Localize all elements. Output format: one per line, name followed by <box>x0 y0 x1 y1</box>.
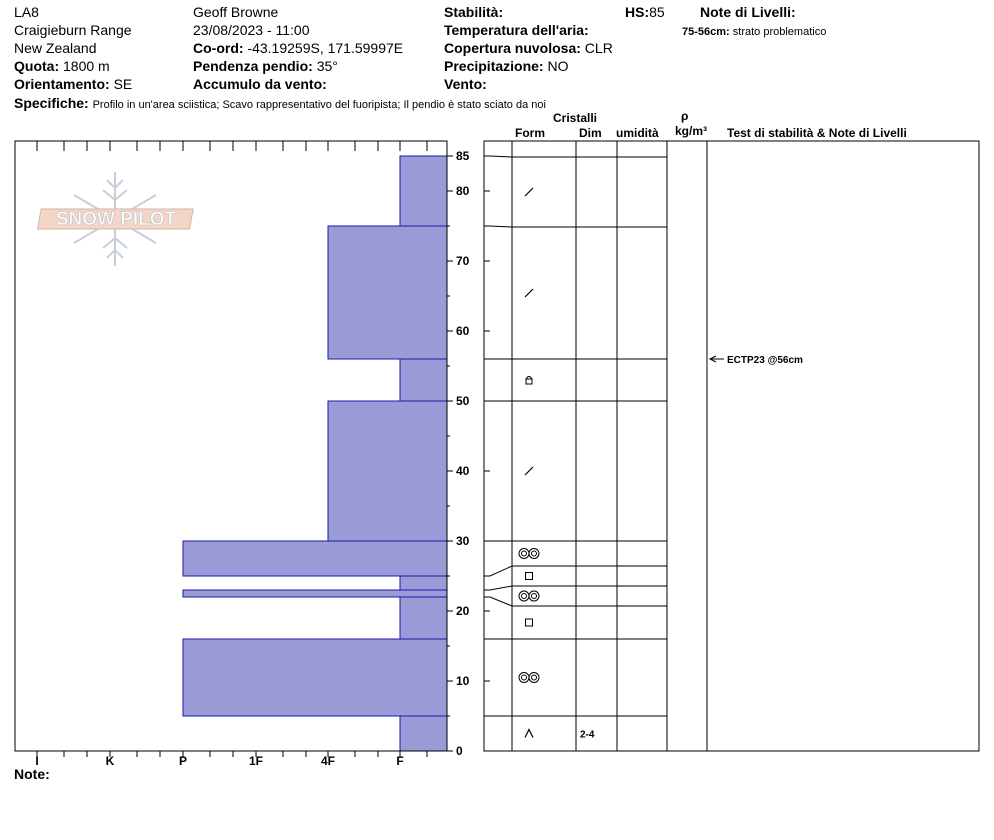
notes-label: Note: <box>14 766 50 782</box>
form-header: Form <box>515 126 545 140</box>
grain-size-9: 2-4 <box>580 729 595 741</box>
depth-tick-label-60: 60 <box>456 324 470 338</box>
rounded-grain-inner-icon <box>522 551 527 556</box>
rounded-grain-icon <box>529 591 539 601</box>
depth-tick-label-50: 50 <box>456 394 470 408</box>
hardness-bar-6 <box>183 590 447 597</box>
hardness-bars <box>183 156 447 751</box>
mixed-form-icon <box>526 379 532 384</box>
precip-label: Precipitazione: <box>444 58 544 74</box>
rounded-grain-inner-icon <box>522 594 527 599</box>
layer-row-1 <box>525 289 533 297</box>
rounded-grain-inner-icon <box>522 675 527 680</box>
depth-tick-label-80: 80 <box>456 184 470 198</box>
hardness-bar-0 <box>400 156 447 226</box>
location-name: LA8 <box>14 4 39 20</box>
specifics-text: Profilo in un'area sciistica; Scavo rappresentativo del fuoripista; Il pendio è stato sciato da noi <box>92 99 546 111</box>
faceted-icon <box>526 573 533 580</box>
depth-tick-label-0: 0 <box>456 744 463 758</box>
layer-row-4 <box>519 549 539 559</box>
slope-label: Pendenza pendio: <box>193 58 313 74</box>
hardness-label-F: F <box>396 754 404 768</box>
rho-header: ρ <box>681 109 689 123</box>
wind-label: Vento: <box>444 76 487 92</box>
decomposing-icon <box>525 467 533 475</box>
depth-tick-label-20: 20 <box>456 604 470 618</box>
tests-header: Test di stabilità & Note di Livelli <box>727 126 907 140</box>
aspect-value: SE <box>113 76 133 92</box>
hardness-label-I: I <box>35 754 39 768</box>
faceted-icon <box>526 619 533 626</box>
hardness-label-4F: 4F <box>320 754 336 768</box>
rounded-grain-icon <box>519 549 529 559</box>
hardness-bar-4 <box>183 541 447 576</box>
coordinates-label: Co-ord: <box>193 40 244 56</box>
hardness-bar-9 <box>400 716 447 751</box>
density-unit-header: kg/m³ <box>675 124 708 138</box>
hardness-bar-1 <box>328 226 447 359</box>
layer-row-8 <box>519 673 539 683</box>
observation-datetime: 23/08/2023 - 11:00 <box>193 22 310 38</box>
depth-tick-label-70: 70 <box>456 254 470 268</box>
snowpilot-logo <box>38 172 194 266</box>
rounded-grain-inner-icon <box>532 594 537 599</box>
range-name: Craigieburn Range <box>14 22 132 38</box>
hardness-bar-7 <box>400 597 447 639</box>
observer-name: Geoff Browne <box>193 4 279 20</box>
air-temp-label: Temperatura dell'aria: <box>444 22 589 38</box>
layer-row-9 <box>525 730 595 741</box>
dim-header: Dim <box>579 126 602 140</box>
depth-hoar-icon <box>525 730 533 738</box>
hs-label: HS: <box>625 4 650 20</box>
rounded-grain-icon <box>519 591 529 601</box>
depth-tick-label-85: 85 <box>456 149 470 163</box>
elevation-value: 1800 m <box>63 58 110 74</box>
depth-tick-label-30: 30 <box>456 534 470 548</box>
rounded-grain-icon <box>529 549 539 559</box>
hardness-axis <box>35 754 403 768</box>
layer-note-text: strato problematico <box>732 26 827 38</box>
specifics-label: Specifiche: <box>14 95 89 111</box>
elevation-label: Quota: <box>14 58 60 74</box>
layer-table-frame <box>484 141 979 751</box>
rounded-grain-icon <box>519 673 529 683</box>
decomposing-icon <box>525 188 533 196</box>
slope-value: 35° <box>316 58 338 74</box>
depth-tick-label-40: 40 <box>456 464 470 478</box>
layer-row-7 <box>526 619 533 626</box>
stability-tests <box>710 355 803 366</box>
rounded-grain-inner-icon <box>532 551 537 556</box>
hardness-label-P: P <box>178 754 188 768</box>
rounded-grain-icon <box>529 673 539 683</box>
coordinates-value: -43.19259S, 171.59997E <box>247 40 404 56</box>
layer-table <box>484 141 707 751</box>
depth-tick-label-10: 10 <box>456 674 470 688</box>
layer-row-0 <box>525 188 533 196</box>
stability-label: Stabilità: <box>444 4 504 20</box>
hardness-label-K: K <box>105 754 115 768</box>
layer-row-2 <box>526 377 532 385</box>
layer-row-6 <box>519 591 539 601</box>
cloud-value: CLR <box>584 40 613 56</box>
chart-frames <box>15 141 979 751</box>
rounded-grain-inner-icon <box>532 675 537 680</box>
country-name: New Zealand <box>14 40 97 56</box>
test-label-0: ECTP23 @56cm <box>727 355 803 366</box>
layer-note-range: 75-56cm: <box>682 26 730 38</box>
hardness-bar-5 <box>400 576 447 590</box>
hardness-label-1F: 1F <box>248 754 264 768</box>
layer-notes-title: Note di Livelli: <box>700 4 796 20</box>
cloud-label: Copertura nuvolosa: <box>444 40 581 56</box>
hs-value: 85 <box>649 4 665 20</box>
moisture-header: umidità <box>616 126 659 140</box>
aspect-label: Orientamento: <box>14 76 110 92</box>
precip-value: NO <box>547 58 569 74</box>
wind-loading-label: Accumulo da vento: <box>193 76 327 92</box>
layer-row-3 <box>525 467 533 475</box>
hardness-bar-8 <box>183 639 447 716</box>
crystals-header: Cristalli <box>553 111 598 125</box>
layer-row-5 <box>526 573 533 580</box>
hardness-bar-2 <box>400 359 447 401</box>
decomposing-icon <box>525 289 533 297</box>
logo-text: SNOW PILOT <box>55 209 177 230</box>
hardness-bar-3 <box>328 401 447 541</box>
